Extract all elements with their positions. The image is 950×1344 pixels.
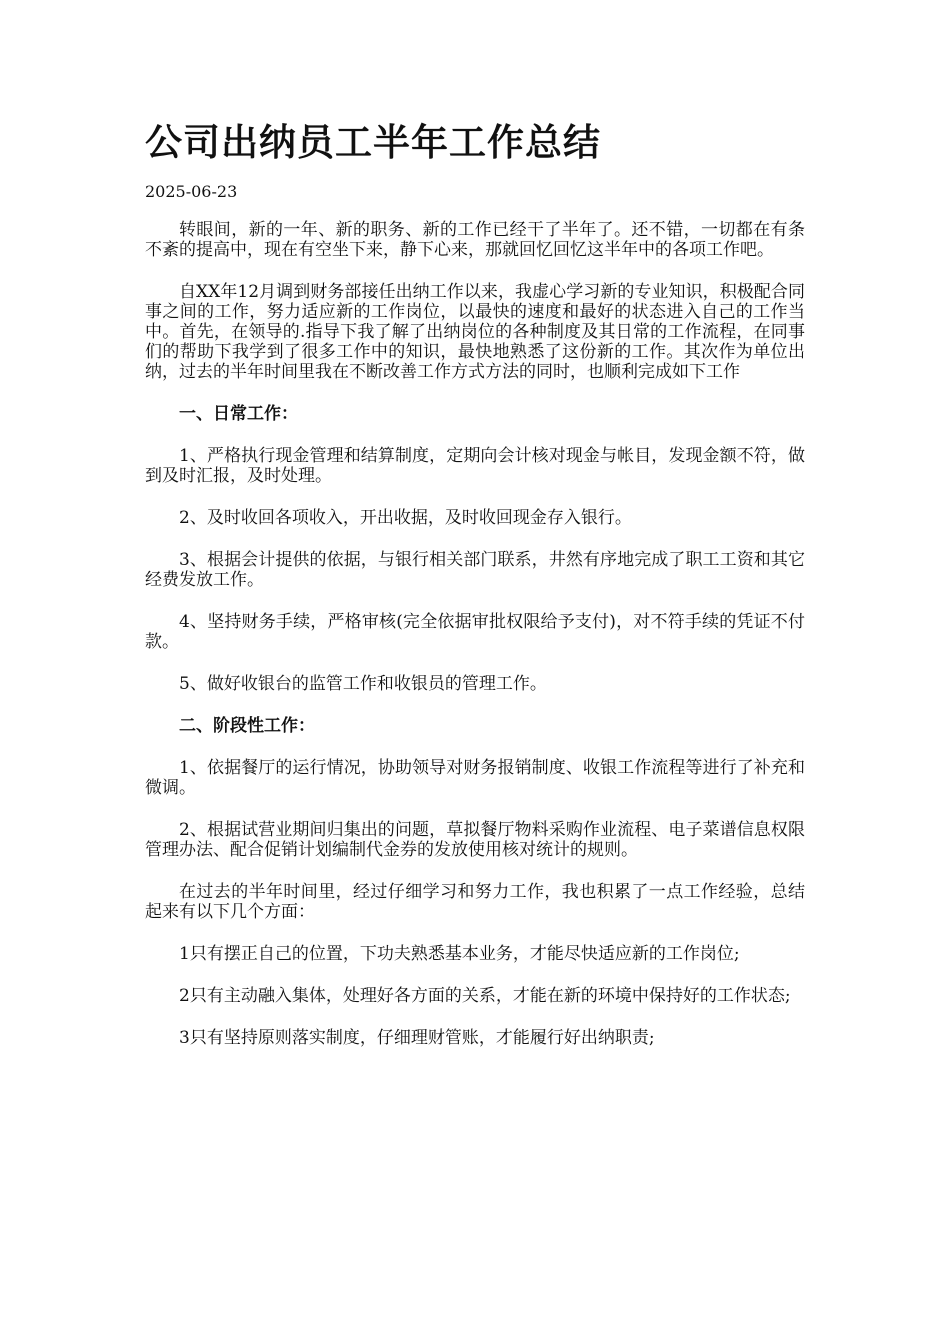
- document-date: 2025-06-23: [145, 182, 238, 201]
- paragraph-background: 自XX年12月调到财务部接任出纳工作以来，我虚心学习新的专业知识，积极配合同事之间的工作，努力适应新的工作岗位，以最快的速度和最好的状态进入自己的工作当中。首先，在领导的.指导下我了解了出纳岗位的各种制度及其日常的工作流程，在同事们的帮助下我学到了很多工作中的知识，最快地熟悉了这份新的工作。其次作为单位出纳，过去的半年时间里我在不断改善工作方式方法的同时，也顺利完成如下工作: [145, 282, 805, 382]
- list-item-experience-2: 2只有主动融入集体，处理好各方面的关系，才能在新的环境中保持好的工作状态;: [179, 986, 791, 1006]
- section-heading-phase-work: 二、阶段性工作：: [179, 716, 315, 736]
- list-item-daily-3: 3、根据会计提供的依据，与银行相关部门联系，井然有序地完成了职工工资和其它经费发放工作。: [145, 550, 805, 590]
- list-item-phase-2: 2、根据试营业期间归集出的问题，草拟餐厅物料采购作业流程、电子菜谱信息权限管理办法、配合促销计划编制代金券的发放使用核对统计的规则。: [145, 820, 805, 860]
- list-item-daily-2: 2、及时收回各项收入，开出收据，及时收回现金存入银行。: [179, 508, 632, 528]
- paragraph-experience-intro: 在过去的半年时间里，经过仔细学习和努力工作，我也积累了一点工作经验，总结起来有以下几个方面：: [145, 882, 805, 922]
- document-title: 公司出纳员工半年工作总结: [145, 120, 601, 164]
- list-item-experience-3: 3只有坚持原则落实制度，仔细理财管账，才能履行好出纳职责;: [179, 1028, 655, 1048]
- list-item-phase-1: 1、依据餐厅的运行情况，协助领导对财务报销制度、收银工作流程等进行了补充和微调。: [145, 758, 805, 798]
- list-item-daily-5: 5、做好收银台的监管工作和收银员的管理工作。: [179, 674, 547, 694]
- list-item-daily-4: 4、坚持财务手续，严格审核(完全依据审批权限给予支付)，对不符手续的凭证不付款。: [145, 612, 805, 652]
- list-item-daily-1: 1、严格执行现金管理和结算制度，定期向会计核对现金与帐目，发现金额不符，做到及时汇报，及时处理。: [145, 446, 805, 486]
- list-item-experience-1: 1只有摆正自己的位置，下功夫熟悉基本业务，才能尽快适应新的工作岗位;: [179, 944, 740, 964]
- section-heading-daily-work: 一、日常工作：: [179, 404, 298, 424]
- document-page: [145, 118, 805, 1048]
- paragraph-intro: 转眼间，新的一年、新的职务、新的工作已经干了半年了。还不错，一切都在有条不紊的提高中，现在有空坐下来，静下心来，那就回忆回忆这半年中的各项工作吧。: [145, 220, 805, 260]
